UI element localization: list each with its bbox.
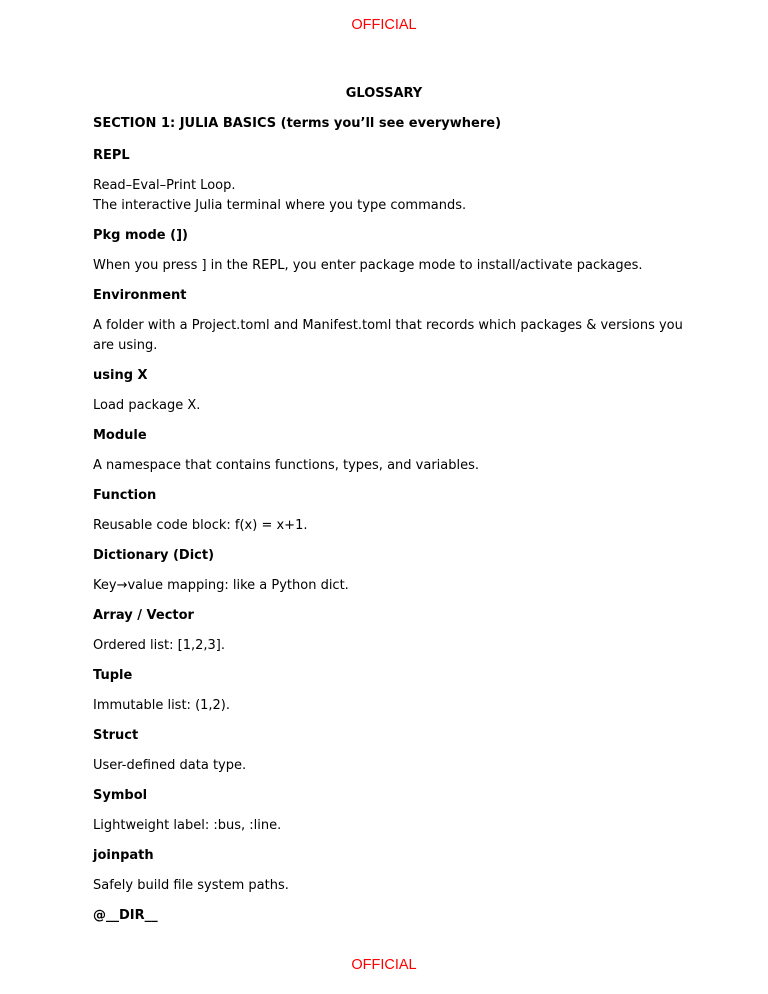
glossary-definition xyxy=(93,696,683,716)
glossary-entry xyxy=(93,487,683,536)
glossary-entry xyxy=(93,547,683,596)
definition-line: When you press ] in the REPL, you enter package mode to install/activate packages. xyxy=(93,258,643,273)
glossary-definition xyxy=(93,396,683,416)
glossary-definition xyxy=(93,176,683,216)
definition-line: The interactive Julia terminal where you type commands. xyxy=(93,198,467,213)
glossary-definition xyxy=(93,876,683,896)
glossary-entry xyxy=(93,607,683,656)
glossary-term: REPL xyxy=(93,148,130,163)
glossary-definition xyxy=(93,816,683,836)
glossary-term: Environment xyxy=(93,288,187,303)
glossary-entry xyxy=(93,227,683,276)
glossary-entry xyxy=(93,667,683,716)
glossary-entry xyxy=(93,427,683,476)
definition-line: Key→value mapping: like a Python dict. xyxy=(93,578,349,593)
glossary-definition xyxy=(93,636,683,656)
glossary-definition xyxy=(93,516,683,536)
definition-line: Read–Eval–Print Loop. xyxy=(93,178,236,193)
protective-marking-header: OFFICIAL xyxy=(351,17,417,33)
glossary-definition xyxy=(93,756,683,776)
glossary-definition xyxy=(93,316,683,356)
glossary-entry xyxy=(93,367,683,416)
definition-line: Load package X. xyxy=(93,398,201,413)
glossary-term: @__DIR__ xyxy=(93,908,158,923)
glossary-term: Pkg mode (]) xyxy=(93,228,188,243)
definition-line: Ordered list: [1,2,3]. xyxy=(93,638,225,653)
glossary-entry xyxy=(93,907,683,925)
protective-marking-footer: OFFICIAL xyxy=(351,957,417,973)
page-title: GLOSSARY xyxy=(345,86,423,101)
glossary-term: Dictionary (Dict) xyxy=(93,548,215,563)
glossary-definition xyxy=(93,256,683,276)
glossary-entry xyxy=(93,727,683,776)
definition-line: Reusable code block: f(x) = x+1. xyxy=(93,518,308,533)
glossary-entry xyxy=(93,787,683,836)
glossary-term: Array / Vector xyxy=(93,608,194,623)
glossary-term: Module xyxy=(93,428,147,443)
glossary-entry xyxy=(93,287,683,356)
definition-line: User-defined data type. xyxy=(93,758,247,773)
definition-line: Safely build file system paths. xyxy=(93,878,289,893)
glossary-entry xyxy=(93,847,683,896)
definition-line: Lightweight label: :bus, :line. xyxy=(93,818,282,833)
glossary-term: Symbol xyxy=(93,788,148,803)
definition-line: A folder with a Project.toml and Manifest.toml that records which packages & versions you are using. xyxy=(93,318,683,353)
glossary-term: joinpath xyxy=(93,848,154,863)
glossary-list xyxy=(93,147,683,936)
definition-line: Immutable list: (1,2). xyxy=(93,698,231,713)
glossary-term: Struct xyxy=(93,728,139,743)
glossary-term: using X xyxy=(93,368,148,383)
glossary-term: Tuple xyxy=(93,668,133,683)
section-heading: SECTION 1: JULIA BASICS (terms you’ll see everywhere) xyxy=(93,116,502,131)
glossary-entry xyxy=(93,147,683,216)
definition-line: A namespace that contains functions, types, and variables. xyxy=(93,458,480,473)
glossary-definition xyxy=(93,456,683,476)
glossary-term: Function xyxy=(93,488,157,503)
glossary-definition xyxy=(93,576,683,596)
